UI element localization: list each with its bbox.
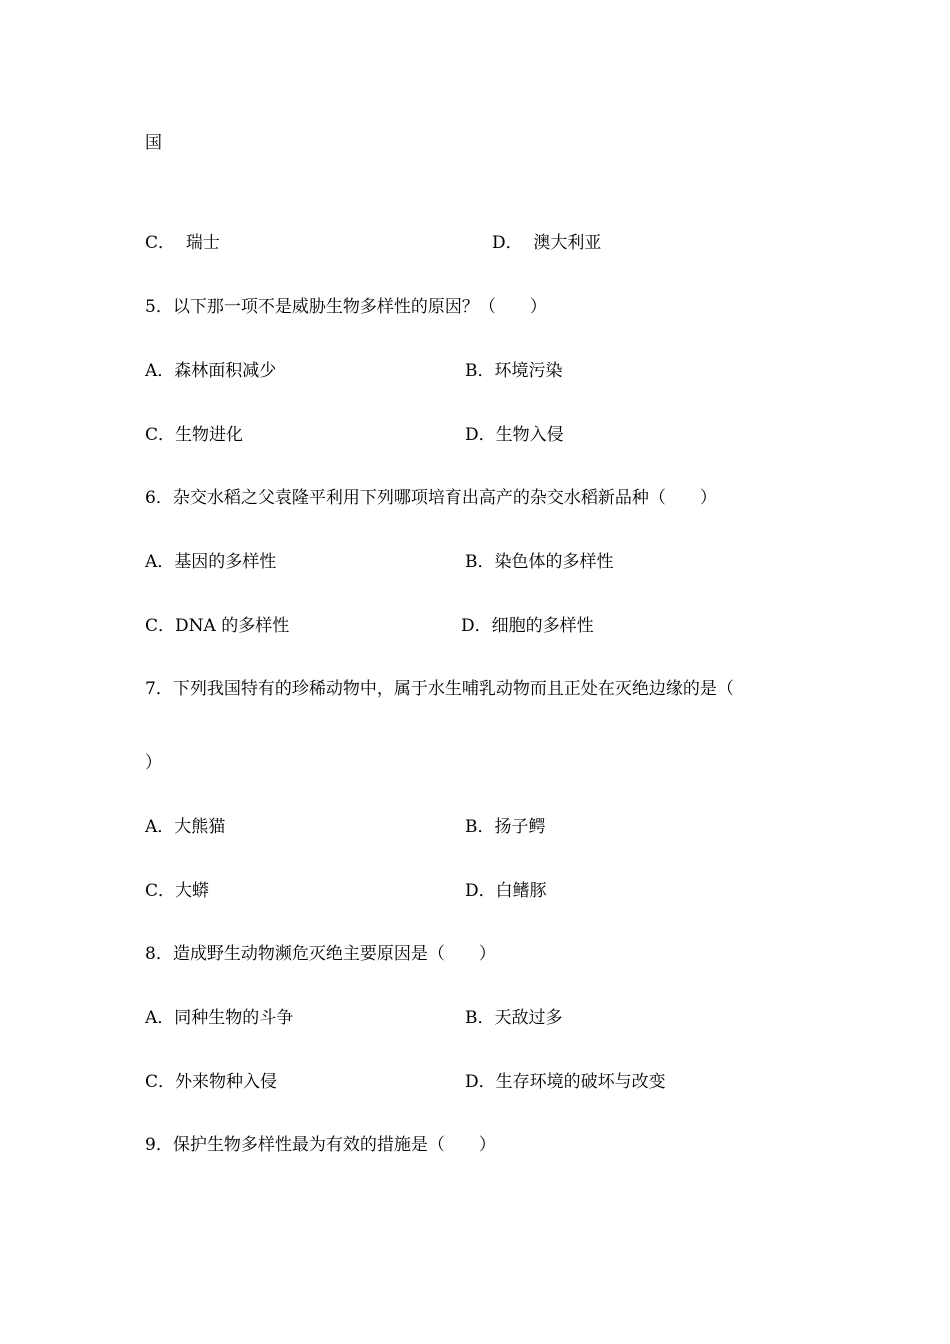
question-9: 9．保护生物多样性最为有效的措施是（ ） — [145, 1135, 496, 1155]
option-d-q5: D．生物入侵 — [465, 425, 564, 445]
question-6: 6．杂交水稻之父袁隆平利用下列哪项培育出高产的杂交水稻新品种（ ） — [145, 488, 717, 508]
option-b-q6: B．染色体的多样性 — [465, 552, 614, 572]
option-d-q7: D．白鳍豚 — [465, 881, 547, 901]
option-c-q4: C． 瑞士 — [145, 233, 220, 253]
option-c-q8: C．外来物种入侵 — [145, 1072, 278, 1092]
option-b-q5: B．环境污染 — [465, 361, 563, 381]
option-c-q7: C．大蟒 — [145, 881, 210, 901]
line-guo: 国 — [145, 133, 162, 153]
question-7-continuation: ） — [145, 753, 162, 773]
option-a-q8: A．同种生物的斗争 — [145, 1008, 294, 1028]
option-d-q4: D． 澳大利亚 — [492, 233, 602, 253]
question-8: 8．造成野生动物濒危灭绝主要原因是（ ） — [145, 944, 496, 964]
option-c-q6: C．DNA 的多样性 — [145, 616, 290, 636]
option-b-q7: B．扬子鳄 — [465, 817, 546, 837]
option-a-q6: A．基因的多样性 — [145, 552, 277, 572]
option-a-q7: A．大熊猫 — [145, 817, 226, 837]
question-5: 5．以下那一项不是威胁生物多样性的原因？（ ） — [145, 297, 547, 317]
option-c-q5: C．生物进化 — [145, 425, 244, 445]
question-7: 7．下列我国特有的珍稀动物中，属于水生哺乳动物而且正处在灭绝边缘的是（ — [145, 679, 734, 699]
option-a-q5: A．森林面积减少 — [145, 361, 277, 381]
option-d-q6: D．细胞的多样性 — [461, 616, 594, 636]
option-d-q8: D．生存环境的破坏与改变 — [465, 1072, 666, 1092]
option-b-q8: B．天敌过多 — [465, 1008, 563, 1028]
